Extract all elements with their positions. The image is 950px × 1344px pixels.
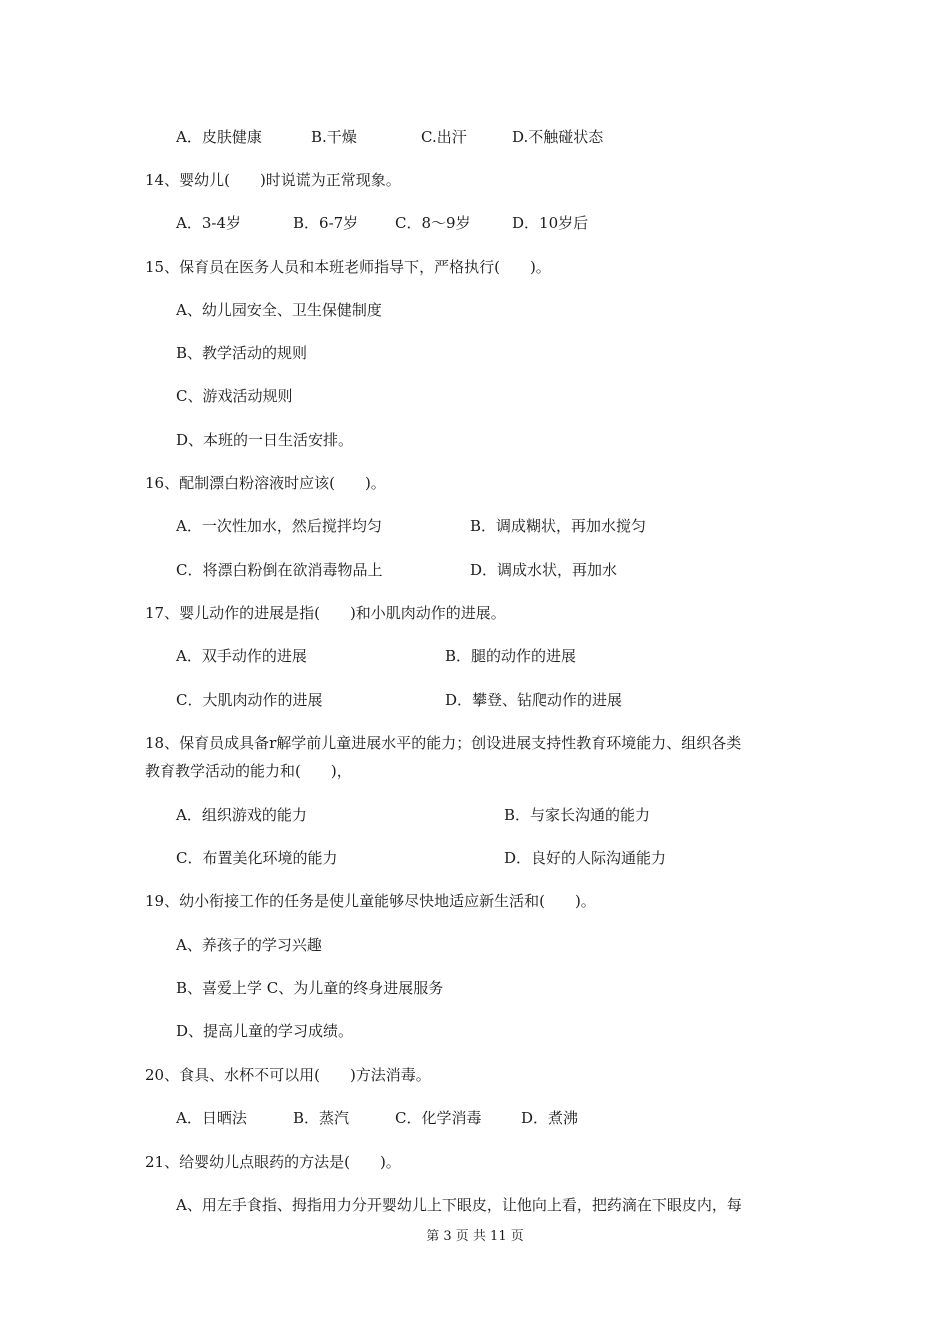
q20-option-d: D．煮沸 <box>521 1109 579 1127</box>
q20-option-a: A．日晒法 <box>176 1109 247 1127</box>
q16-option-a: A．一次性加水，然后搅拌均匀 <box>176 517 382 535</box>
q14-option-a: A．3-4岁 <box>176 214 241 232</box>
q19-option-a: A、养孩子的学习兴趣 <box>176 936 322 954</box>
q16-option-b: B．调成糊状，再加水搅匀 <box>470 517 647 535</box>
q17-stem: 17、婴儿动作的进展是指( )和小肌肉动作的进展。 <box>145 604 506 622</box>
q15-stem: 15、保育员在医务人员和本班老师指导下，严格执行( )。 <box>145 258 551 276</box>
q15-option-b: B、教学活动的规则 <box>176 344 308 362</box>
q21-stem: 21、给婴幼儿点眼药的方法是( )。 <box>145 1153 401 1171</box>
q14-option-d: D．10岁后 <box>512 214 589 232</box>
q19-option-bc: B、喜爱上学 C、为儿童的终身进展服务 <box>176 979 444 997</box>
q18-option-b: B．与家长沟通的能力 <box>504 806 651 824</box>
q20-option-b: B．蒸汽 <box>293 1109 350 1127</box>
q18-stem-line1: 18、保育员成具备r解学前儿童进展水平的能力；创设进展支持性教育环境能力、组织各类 <box>145 734 742 752</box>
q14-option-b: B．6-7岁 <box>293 214 359 232</box>
q16-stem: 16、配制漂白粉溶液时应该( )。 <box>145 474 386 492</box>
q16-option-c: C．将漂白粉倒在欲消毒物品上 <box>176 561 383 579</box>
q17-option-a: A．双手动作的进展 <box>176 647 307 665</box>
q20-stem: 20、食具、水杯不可以用( )方法消毒。 <box>145 1066 431 1084</box>
q18-stem-line2: 教育教学活动的能力和( )， <box>145 762 352 780</box>
q17-option-c: C．大肌肉动作的进展 <box>176 691 323 709</box>
q15-option-a: A、幼儿园安全、卫生保健制度 <box>176 301 382 319</box>
q19-option-d: D、提高儿童的学习成绩。 <box>176 1022 354 1040</box>
q15-option-c: C、游戏活动规则 <box>176 387 293 405</box>
q16-option-d: D．调成水状，再加水 <box>470 561 618 579</box>
q18-option-d: D．良好的人际沟通能力 <box>504 849 667 867</box>
q20-option-c: C．化学消毒 <box>395 1109 482 1127</box>
q17-option-b: B．腿的动作的进展 <box>445 647 577 665</box>
q19-stem: 19、幼小衔接工作的任务是使儿童能够尽快地适应新生活和( )。 <box>145 892 596 910</box>
q14-stem: 14、婴幼儿( )时说谎为正常现象。 <box>145 171 401 189</box>
q21-option-a: A、用左手食指、拇指用力分开婴幼儿上下眼皮，让他向上看，把药滴在下眼皮内，每 <box>176 1196 742 1214</box>
q18-option-c: C．布置美化环境的能力 <box>176 849 338 867</box>
q15-option-d: D、本班的一日生活安排。 <box>176 431 354 449</box>
q17-option-d: D．攀登、钻爬动作的进展 <box>445 691 623 709</box>
q18-option-a: A．组织游戏的能力 <box>176 806 307 824</box>
q14-option-c: C．8～9岁 <box>395 214 471 232</box>
q13-option-b: B.干燥 <box>311 128 357 146</box>
page-footer: 第 3 页 共 11 页 <box>426 1229 524 1244</box>
q13-option-d: D.不触碰状态 <box>512 128 604 146</box>
q13-option-a: A．皮肤健康 <box>176 128 262 146</box>
q13-option-c: C.出汗 <box>421 128 467 146</box>
